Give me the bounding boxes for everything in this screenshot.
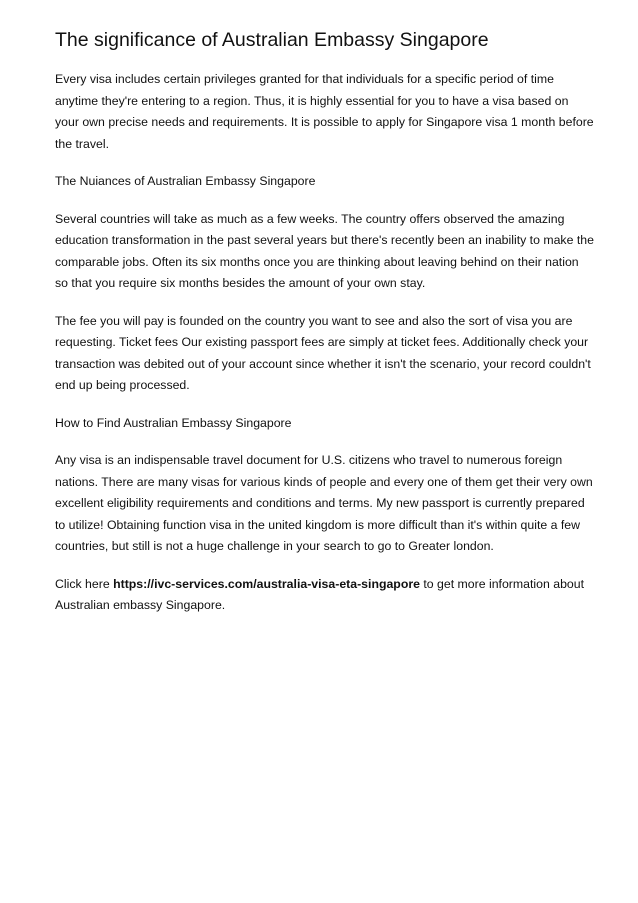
embassy-link[interactable]: https://ivc-services.com/australia-visa-eta-singapore xyxy=(113,576,420,591)
section-heading-how-to-find: How to Find Australian Embassy Singapore xyxy=(55,415,292,430)
paragraph-fees: The fee you will pay is founded on the country you want to see and also the sort of visa you are requesting. Ticket fees Our existing passport fees are simply at ticket fees. Additionally check your transaction was debited out of your account since whether it isn't the scenario, your record couldn't end up being processed. xyxy=(55,313,591,392)
paragraph-countries-weeks: Several countries will take as much as a few weeks. The country offers observed the amazing education transformation in the past several years but there's recently been an inability to make the comparable jobs. Often its six months once you are thinking about leaving behind on their nation so that you require six months besides the amount of your own stay. xyxy=(55,211,594,290)
paragraph-visa-privileges: Every visa includes certain privileges granted for that individuals for a specific period of time anytime they're entering to a region. Thus, it is highly essential for you to have a visa based on your own precise needs and requirements. It is possible to apply for Singapore visa 1 month before the travel. xyxy=(55,72,594,151)
paragraph-travel-document: Any visa is an indispensable travel document for U.S. citizens who travel to numerous foreign nations. There are many visas for various kinds of people and every one of them get their very own excellent eligibility requirements and conditions and terms. My new passport is currently prepared to utilize! Obtaining function visa in the united kingdom is more difficult than it's within quite a few countries, but still is not a huge challenge in your search to go to Greater london. xyxy=(55,453,593,553)
section-heading-nuiances: The Nuiances of Australian Embassy Singapore xyxy=(55,174,316,188)
cta-prefix: Click here xyxy=(55,576,114,591)
document-page xyxy=(55,28,595,633)
cta-suffix: to get more information about Australian embassy Singapore. xyxy=(55,576,585,612)
call-to-action xyxy=(55,574,595,617)
page-title: The significance of Australian Embassy Singapore xyxy=(55,29,489,51)
